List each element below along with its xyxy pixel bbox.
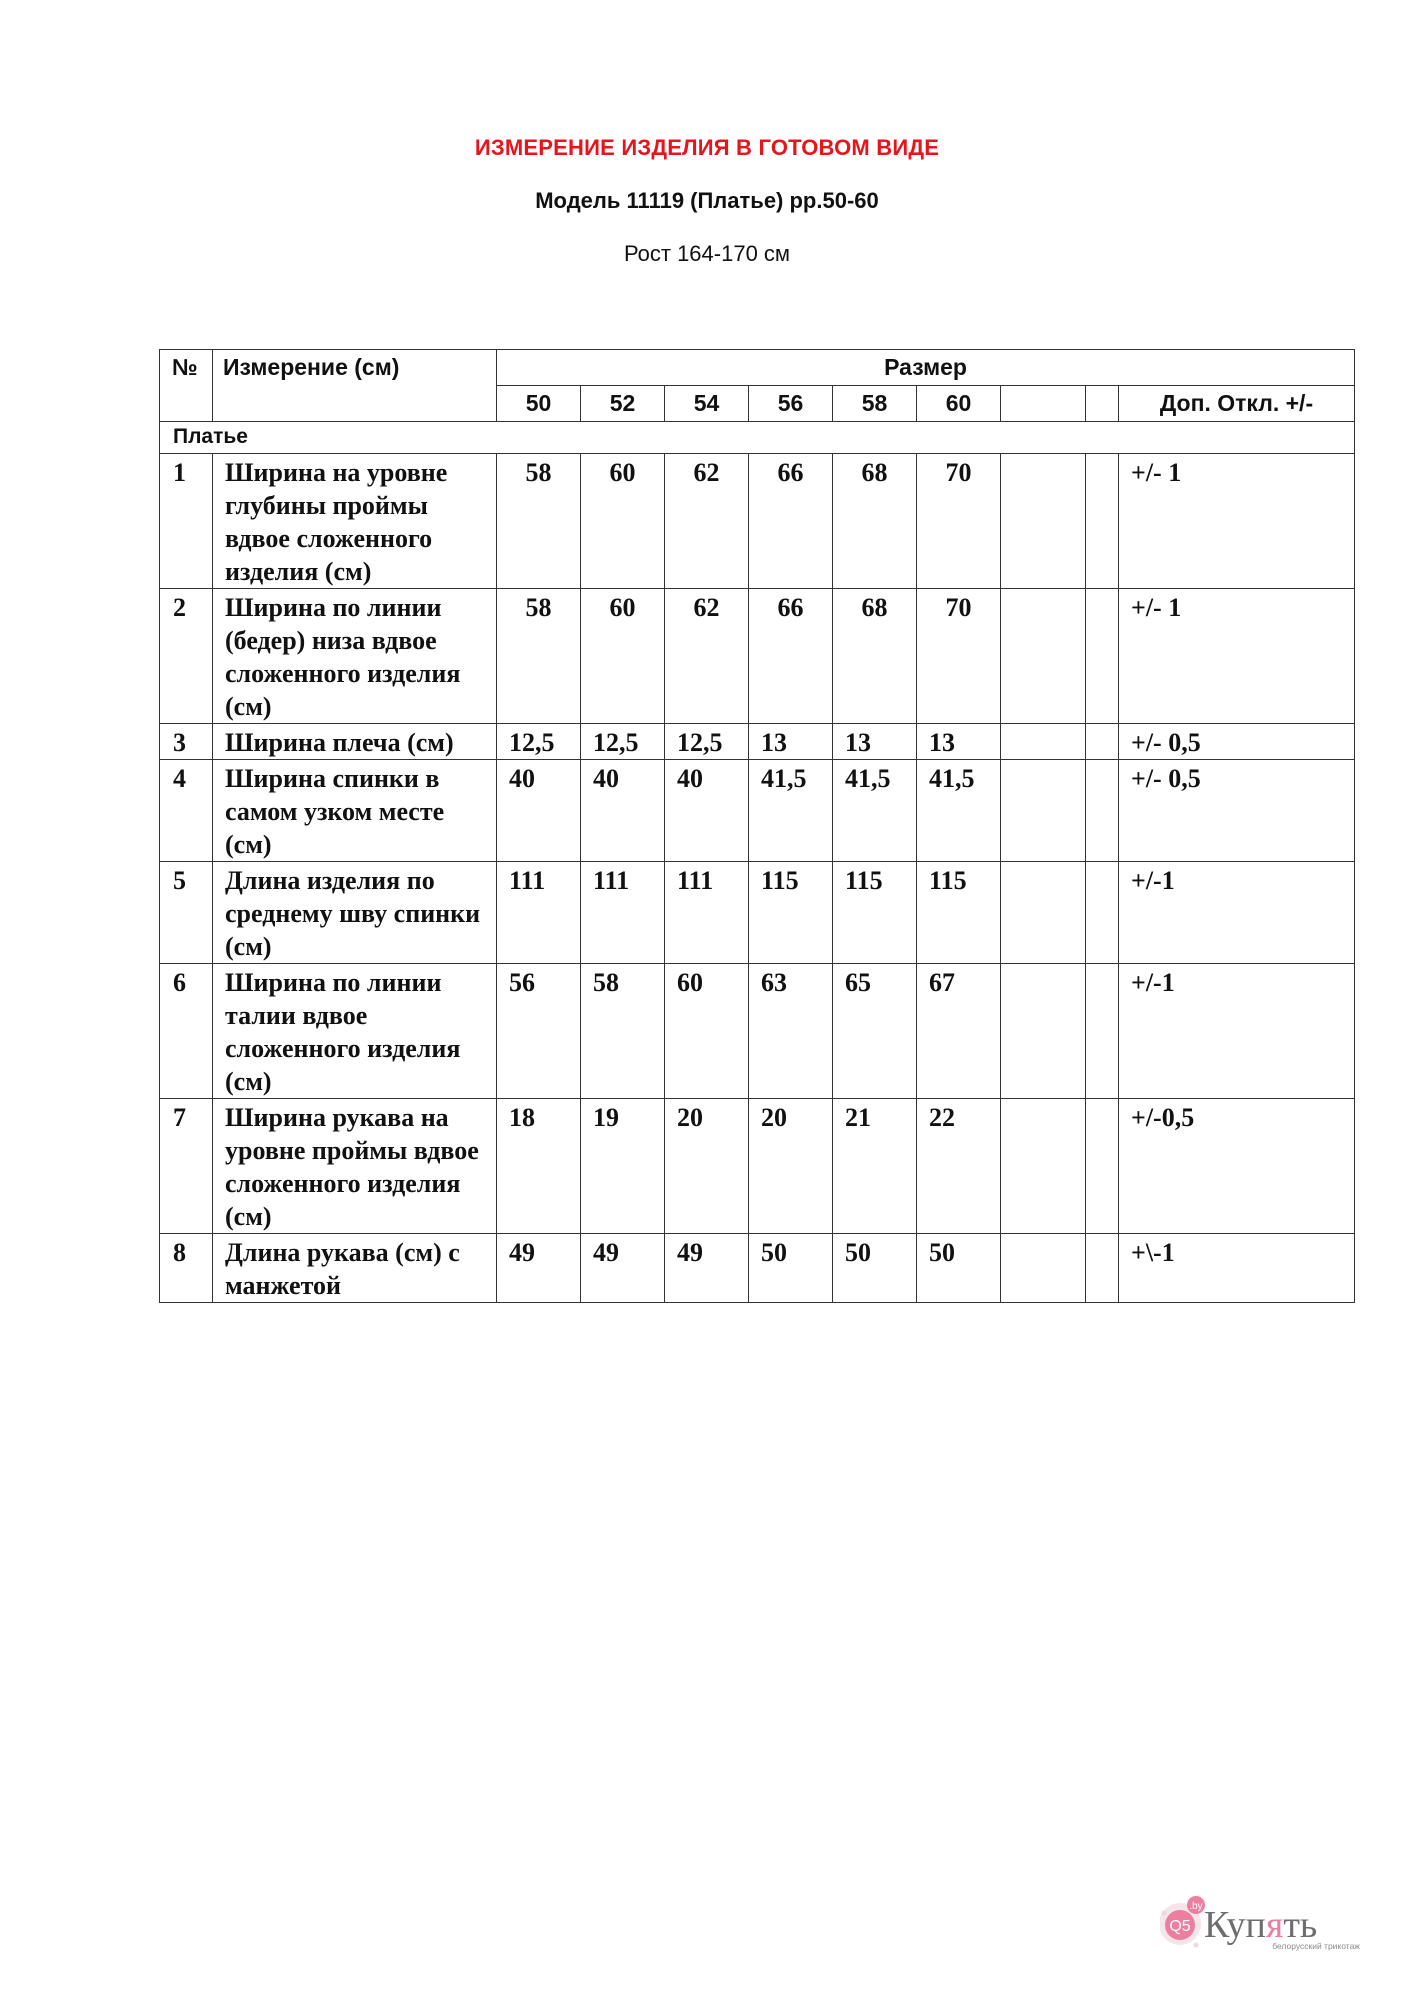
size-value: 40 [497,760,581,862]
logo-wordmark [1204,1904,1317,1946]
empty-cell [1086,724,1119,760]
size-value: 12,5 [497,724,581,760]
size-value: 115 [917,862,1001,964]
size-value: 41,5 [749,760,833,862]
size-value: 115 [749,862,833,964]
row-number: 3 [160,724,213,760]
table-row [160,862,1355,964]
size-52: 52 [581,386,665,422]
size-value: 40 [581,760,665,862]
size-value: 12,5 [665,724,749,760]
size-value: 40 [665,760,749,862]
table-row [160,724,1355,760]
table-body [160,454,1355,1303]
height-range: Рост 164-170 см [623,241,791,266]
size-value: 68 [833,454,917,589]
size-value: 19 [581,1099,665,1234]
size-value: 49 [581,1234,665,1303]
model-subtitle: Модель 11119 (Платье) рр.50-60 [535,188,879,213]
size-value: 60 [581,589,665,724]
measurement-name: Ширина рукава на уровне проймы вдвое сложенного изделия (см) [213,1099,497,1234]
empty-size-cell [1001,386,1086,422]
table-row [160,760,1355,862]
size-value: 13 [833,724,917,760]
size-value: 111 [581,862,665,964]
empty-cell [1086,760,1119,862]
row-number: 8 [160,1234,213,1303]
empty-cell [1086,1099,1119,1234]
size-value: 67 [917,964,1001,1099]
measurement-name: Ширина спинки в самом узком месте (см) [213,760,497,862]
size-value: 66 [749,454,833,589]
measurement-name: Длина рукава (см) с манжетой [213,1234,497,1303]
size-value: 50 [917,1234,1001,1303]
table-row [160,1234,1355,1303]
size-value: 62 [665,454,749,589]
size-value: 41,5 [833,760,917,862]
size-54: 54 [665,386,749,422]
table-row [160,454,1355,589]
size-value: 18 [497,1099,581,1234]
tolerance-value: +/- 0,5 [1119,760,1355,862]
size-value: 56 [497,964,581,1099]
tolerance-value: +/-1 [1119,862,1355,964]
size-value: 50 [833,1234,917,1303]
measurement-name: Ширина по линии талии вдвое сложенного изделия (см) [213,964,497,1099]
size-value: 66 [749,589,833,724]
size-value: 58 [497,454,581,589]
kupyat-logo [1160,1885,1370,1955]
size-value: 20 [749,1099,833,1234]
size-value: 60 [581,454,665,589]
size-value: 20 [665,1099,749,1234]
table-row [160,964,1355,1099]
tolerance-value: +/- 1 [1119,454,1355,589]
table-row [160,1099,1355,1234]
size-value: 49 [497,1234,581,1303]
logo-badge-text: Q5 [1169,1918,1191,1935]
size-value: 13 [917,724,1001,760]
size-value: 63 [749,964,833,1099]
measurement-name: Длина изделия по среднему шву спинки (см) [213,862,497,964]
size-value: 58 [581,964,665,1099]
measurement-table [159,349,1355,1303]
row-number: 4 [160,760,213,862]
tolerance-value: +/-1 [1119,964,1355,1099]
row-number: 7 [160,1099,213,1234]
size-value: 70 [917,589,1001,724]
measurement-name: Ширина на уровне глубины проймы вдвое сложенного изделия (см) [213,454,497,589]
header-no: № [160,350,213,422]
header-measure: Измерение (см) [213,350,497,422]
size-value: 49 [665,1234,749,1303]
row-number: 6 [160,964,213,1099]
empty-cell [1001,964,1086,1099]
row-number: 2 [160,589,213,724]
empty-cell [1001,589,1086,724]
document-title: ИЗМЕРЕНИЕ ИЗДЕЛИЯ В ГОТОВОМ ВИДЕ [474,135,940,160]
tolerance-value: +/- 0,5 [1119,724,1355,760]
tolerance-value: +/- 1 [1119,589,1355,724]
size-value: 62 [665,589,749,724]
size-58: 58 [833,386,917,422]
logo-domain-text: .by [1189,1901,1203,1912]
size-60: 60 [917,386,1001,422]
row-number: 1 [160,454,213,589]
logo-word-3: ть [1283,1904,1318,1946]
header-tolerance: Доп. Откл. +/- [1119,386,1355,422]
empty-cell [1001,454,1086,589]
size-value: 65 [833,964,917,1099]
size-value: 22 [917,1099,1001,1234]
logo-word-2: я [1265,1904,1284,1946]
header-size: Размер [497,350,1355,386]
size-value: 12,5 [581,724,665,760]
size-value: 60 [665,964,749,1099]
empty-cell [1086,1234,1119,1303]
logo-tagline: белорусский трикотаж [1272,1941,1360,1951]
tolerance-value: +/-0,5 [1119,1099,1355,1234]
size-value: 68 [833,589,917,724]
logo-word-1: Куп [1204,1904,1266,1946]
size-value: 111 [665,862,749,964]
size-value: 111 [497,862,581,964]
empty-cell [1086,589,1119,724]
measurement-name: Ширина по линии (бедер) низа вдвое сложенного изделия (см) [213,589,497,724]
empty-cell [1086,454,1119,589]
size-value: 58 [497,589,581,724]
size-value: 21 [833,1099,917,1234]
empty-size-cell [1086,386,1119,422]
logo-dot [1162,1911,1167,1916]
empty-cell [1086,862,1119,964]
size-value: 13 [749,724,833,760]
size-56: 56 [749,386,833,422]
empty-cell [1001,1234,1086,1303]
logo-dot [1194,1943,1199,1948]
section-dress: Платье [160,422,1355,454]
empty-cell [1001,760,1086,862]
size-value: 50 [749,1234,833,1303]
empty-cell [1086,964,1119,1099]
empty-cell [1001,1099,1086,1234]
size-50: 50 [497,386,581,422]
logo-graphic [1160,1885,1370,1955]
size-value: 115 [833,862,917,964]
measurement-name: Ширина плеча (см) [213,724,497,760]
size-value: 41,5 [917,760,1001,862]
tolerance-value: +\-1 [1119,1234,1355,1303]
table-row [160,589,1355,724]
size-value: 70 [917,454,1001,589]
empty-cell [1001,724,1086,760]
empty-cell [1001,862,1086,964]
row-number: 5 [160,862,213,964]
